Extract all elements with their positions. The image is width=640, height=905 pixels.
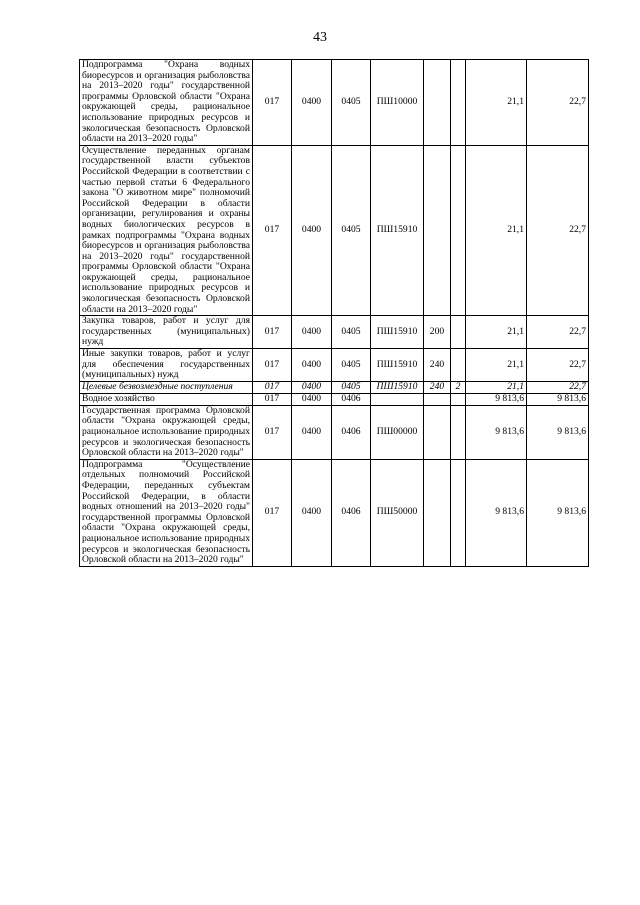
row-ved: 017 (253, 459, 292, 566)
page-number: 43 (313, 30, 327, 45)
row-name: Водное хозяйство (80, 393, 253, 405)
row-vr (424, 60, 451, 146)
row-value-1: 21,1 (466, 60, 527, 146)
row-vr: 240 (424, 381, 451, 393)
row-rz: 0400 (292, 381, 332, 393)
row-vr (424, 405, 451, 459)
row-ved: 017 (253, 405, 292, 459)
row-vr (424, 145, 451, 316)
row-value-2: 22,7 (527, 381, 589, 393)
row-ved: 017 (253, 393, 292, 405)
row-csr: ПШ15910 (371, 349, 424, 382)
row-name: Закупка товаров, работ и услуг для государственных (муниципальных) нужд (80, 316, 253, 349)
row-src (451, 459, 466, 566)
row-pr: 0406 (332, 405, 371, 459)
row-vr: 200 (424, 316, 451, 349)
row-ved: 017 (253, 381, 292, 393)
row-value-2: 9 813,6 (527, 393, 589, 405)
row-vr (424, 393, 451, 405)
row-rz: 0400 (292, 145, 332, 316)
table-row (80, 405, 589, 459)
table-row (80, 393, 589, 405)
row-value-2: 22,7 (527, 145, 589, 316)
row-src (451, 405, 466, 459)
row-pr: 0405 (332, 60, 371, 146)
row-ved: 017 (253, 316, 292, 349)
budget-table (79, 59, 589, 567)
row-rz: 0400 (292, 316, 332, 349)
row-value-1: 9 813,6 (466, 405, 527, 459)
row-name: Подпрограмма "Охрана водных биоресурсов и организация рыболовства на 2013–2020 годы" государственной программы Орловской области "Охрана окружающей среды, рациональное использование природных ресурсов и экологическая безопасность Орловской области на 2013–2020 годы" (80, 60, 253, 146)
row-value-1: 21,1 (466, 349, 527, 382)
row-pr: 0405 (332, 145, 371, 316)
row-csr: ПШ10000 (371, 60, 424, 146)
table-row (80, 60, 589, 146)
row-value-2: 9 813,6 (527, 459, 589, 566)
row-csr: ПШ50000 (371, 459, 424, 566)
row-name: Подпрограмма "Осуществление отдельных полномочий Российской Федерации, переданных субъектам Российской Федерации, в области водных отношений на 2013–2020 годы" государственной программы Орловской области "Охрана окружающей среды, рациональное использование природных ресурсов и экологическая безопасность Орловской области на 2013–2020 годы" (80, 459, 253, 566)
row-vr: 240 (424, 349, 451, 382)
row-name: Государственная программа Орловской области "Охрана окружающей среды, рациональное использование природных ресурсов и экологическая безопасность Орловской области на 2013–2020 годы" (80, 405, 253, 459)
row-rz: 0400 (292, 60, 332, 146)
row-rz: 0400 (292, 459, 332, 566)
row-ved: 017 (253, 349, 292, 382)
row-src: 2 (451, 381, 466, 393)
row-ved: 017 (253, 60, 292, 146)
row-src (451, 349, 466, 382)
table-row (80, 145, 589, 316)
row-value-2: 22,7 (527, 60, 589, 146)
row-name: Осуществление переданных органам государственной власти субъектов Российской Федерации в соответствии с частью первой статьи 6 Федерального закона "О животном мире" полномочий Российской Федерации в области организации, регулирования и охраны водных биологических ресурсов в рамках подпрограммы "Охрана водных биоресурсов и организация рыболовства на 2013–2020 годы" государственной программы Орловской области "Охрана окружающей среды, рациональное использование природных ресурсов и экологическая безопасность Орловской области на 2013–2020 годы" (80, 145, 253, 316)
table-row (80, 381, 589, 393)
row-value-1: 9 813,6 (466, 393, 527, 405)
row-pr: 0406 (332, 393, 371, 405)
row-rz: 0400 (292, 405, 332, 459)
row-src (451, 145, 466, 316)
row-value-2: 22,7 (527, 316, 589, 349)
row-src (451, 393, 466, 405)
row-pr: 0405 (332, 349, 371, 382)
row-src (451, 316, 466, 349)
table-row (80, 316, 589, 349)
row-rz: 0400 (292, 393, 332, 405)
row-src (451, 60, 466, 146)
row-csr: ПШ15910 (371, 381, 424, 393)
table-row (80, 349, 589, 382)
row-value-1: 21,1 (466, 381, 527, 393)
row-csr: ПШ15910 (371, 316, 424, 349)
row-value-1: 21,1 (466, 316, 527, 349)
row-value-1: 9 813,6 (466, 459, 527, 566)
row-csr: ПШ00000 (371, 405, 424, 459)
row-name: Иные закупки товаров, работ и услуг для обеспечения государственных (муниципальных) нужд (80, 349, 253, 382)
row-ved: 017 (253, 145, 292, 316)
row-pr: 0406 (332, 459, 371, 566)
row-value-1: 21,1 (466, 145, 527, 316)
table-row (80, 459, 589, 566)
row-value-2: 9 813,6 (527, 405, 589, 459)
row-name: Целевые безвозмездные поступления (80, 381, 253, 393)
row-csr: ПШ15910 (371, 145, 424, 316)
row-pr: 0405 (332, 316, 371, 349)
row-rz: 0400 (292, 349, 332, 382)
row-csr (371, 393, 424, 405)
row-pr: 0405 (332, 381, 371, 393)
row-value-2: 22,7 (527, 349, 589, 382)
row-vr (424, 459, 451, 566)
